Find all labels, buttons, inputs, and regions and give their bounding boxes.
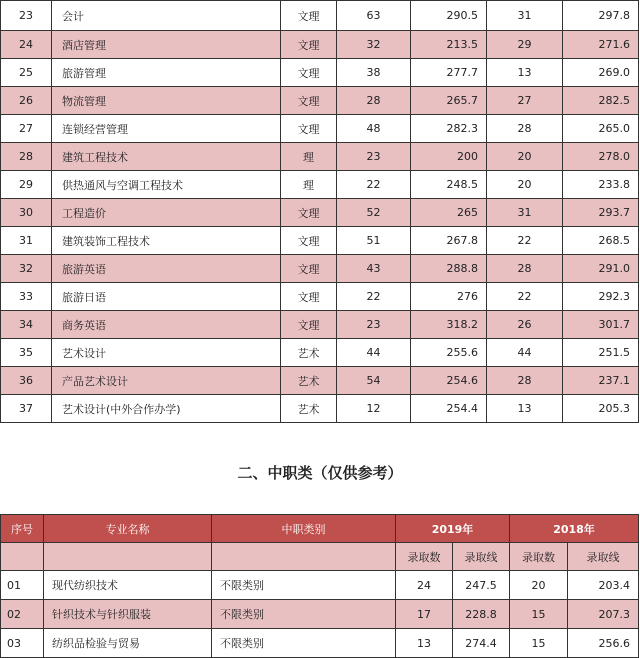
admitted-count-2019: 23 — [337, 143, 411, 171]
admitted-count-2018: 13 — [487, 59, 563, 87]
admitted-count-2018: 15 — [510, 600, 568, 629]
table-row — [1, 311, 639, 339]
subheader-count-2018: 录取数 — [510, 543, 568, 571]
major-name: 建筑装饰工程技术 — [52, 227, 281, 255]
admitted-count-2019: 48 — [337, 115, 411, 143]
subheader-empty — [1, 543, 44, 571]
cutoff-score-2018: 278.0 — [563, 143, 639, 171]
admitted-count-2018: 20 — [487, 171, 563, 199]
header-row — [1, 515, 639, 543]
admitted-count-2019: 43 — [337, 255, 411, 283]
vocational-category: 不限类别 — [212, 600, 396, 629]
major-name: 纺织品检验与贸易 — [44, 629, 212, 658]
admitted-count-2018: 15 — [510, 629, 568, 658]
major-name: 艺术设计(中外合作办学) — [52, 395, 281, 423]
cutoff-score-2019: 200 — [411, 143, 487, 171]
header-no: 序号 — [1, 515, 44, 543]
admitted-count-2019: 32 — [337, 31, 411, 59]
table-row — [1, 367, 639, 395]
row-number: 28 — [1, 143, 52, 171]
subject-category: 理 — [281, 143, 337, 171]
cutoff-score-2018: 233.8 — [563, 171, 639, 199]
subject-category: 文理 — [281, 87, 337, 115]
table-row — [1, 199, 639, 227]
header-year-2018: 2018年 — [510, 515, 639, 543]
major-name: 物流管理 — [52, 87, 281, 115]
subject-category: 艺术 — [281, 395, 337, 423]
row-number: 36 — [1, 367, 52, 395]
row-number: 24 — [1, 31, 52, 59]
row-number: 34 — [1, 311, 52, 339]
table-row — [1, 283, 639, 311]
subject-category: 艺术 — [281, 339, 337, 367]
subheader-score-2019: 录取线 — [453, 543, 510, 571]
admitted-count-2018: 22 — [487, 227, 563, 255]
table-row — [1, 227, 639, 255]
cutoff-score-2018: 291.0 — [563, 255, 639, 283]
admission-table-vocational — [0, 514, 639, 658]
table-row — [1, 255, 639, 283]
cutoff-score-2019: 265 — [411, 199, 487, 227]
cutoff-score-2019: 254.6 — [411, 367, 487, 395]
cutoff-score-2018: 297.8 — [563, 1, 639, 31]
cutoff-score-2019: 274.4 — [453, 629, 510, 658]
cutoff-score-2018: 282.5 — [563, 87, 639, 115]
cutoff-score-2019: 255.6 — [411, 339, 487, 367]
table-row — [1, 395, 639, 423]
major-name: 旅游管理 — [52, 59, 281, 87]
admitted-count-2019: 28 — [337, 87, 411, 115]
admitted-count-2019: 51 — [337, 227, 411, 255]
admitted-count-2018: 20 — [510, 571, 568, 600]
admitted-count-2018: 28 — [487, 367, 563, 395]
header-year-2019: 2019年 — [396, 515, 510, 543]
admitted-count-2018: 29 — [487, 31, 563, 59]
admitted-count-2019: 38 — [337, 59, 411, 87]
subject-category: 文理 — [281, 31, 337, 59]
row-number: 31 — [1, 227, 52, 255]
row-number: 23 — [1, 1, 52, 31]
cutoff-score-2018: 301.7 — [563, 311, 639, 339]
subject-category: 艺术 — [281, 367, 337, 395]
subheader-count-2019: 录取数 — [396, 543, 453, 571]
row-number: 27 — [1, 115, 52, 143]
major-name: 针织技术与针织服装 — [44, 600, 212, 629]
table-row — [1, 143, 639, 171]
admitted-count-2018: 31 — [487, 1, 563, 31]
cutoff-score-2018: 256.6 — [568, 629, 639, 658]
admitted-count-2018: 28 — [487, 115, 563, 143]
admitted-count-2018: 26 — [487, 311, 563, 339]
major-name: 酒店管理 — [52, 31, 281, 59]
subheader-empty — [212, 543, 396, 571]
row-number: 02 — [1, 600, 44, 629]
cutoff-score-2019: 213.5 — [411, 31, 487, 59]
admitted-count-2018: 27 — [487, 87, 563, 115]
cutoff-score-2018: 293.7 — [563, 199, 639, 227]
cutoff-score-2019: 282.3 — [411, 115, 487, 143]
row-number: 03 — [1, 629, 44, 658]
admitted-count-2019: 13 — [396, 629, 453, 658]
subheader-row — [1, 543, 639, 571]
admitted-count-2019: 12 — [337, 395, 411, 423]
cutoff-score-2019: 254.4 — [411, 395, 487, 423]
subject-category: 文理 — [281, 311, 337, 339]
admitted-count-2019: 63 — [337, 1, 411, 31]
admitted-count-2019: 52 — [337, 199, 411, 227]
major-name: 产品艺术设计 — [52, 367, 281, 395]
cutoff-score-2018: 271.6 — [563, 31, 639, 59]
admitted-count-2018: 20 — [487, 143, 563, 171]
admitted-count-2019: 17 — [396, 600, 453, 629]
admitted-count-2019: 22 — [337, 283, 411, 311]
admitted-count-2019: 24 — [396, 571, 453, 600]
admitted-count-2018: 28 — [487, 255, 563, 283]
cutoff-score-2018: 292.3 — [563, 283, 639, 311]
table-row — [1, 115, 639, 143]
subheader-empty — [44, 543, 212, 571]
table-row — [1, 629, 639, 658]
cutoff-score-2019: 248.5 — [411, 171, 487, 199]
admitted-count-2019: 22 — [337, 171, 411, 199]
subject-category: 理 — [281, 171, 337, 199]
major-name: 工程造价 — [52, 199, 281, 227]
admitted-count-2018: 22 — [487, 283, 563, 311]
admitted-count-2019: 44 — [337, 339, 411, 367]
cutoff-score-2019: 318.2 — [411, 311, 487, 339]
cutoff-score-2018: 207.3 — [568, 600, 639, 629]
row-number: 25 — [1, 59, 52, 87]
cutoff-score-2018: 237.1 — [563, 367, 639, 395]
table-row — [1, 600, 639, 629]
vocational-category: 不限类别 — [212, 629, 396, 658]
major-name: 旅游英语 — [52, 255, 281, 283]
cutoff-score-2019: 288.8 — [411, 255, 487, 283]
vocational-category: 不限类别 — [212, 571, 396, 600]
subject-category: 文理 — [281, 59, 337, 87]
major-name: 现代纺织技术 — [44, 571, 212, 600]
cutoff-score-2018: 203.4 — [568, 571, 639, 600]
subject-category: 文理 — [281, 199, 337, 227]
admitted-count-2019: 54 — [337, 367, 411, 395]
subject-category: 文理 — [281, 227, 337, 255]
cutoff-score-2019: 228.8 — [453, 600, 510, 629]
table-row — [1, 1, 639, 31]
cutoff-score-2019: 265.7 — [411, 87, 487, 115]
table-row — [1, 87, 639, 115]
cutoff-score-2019: 290.5 — [411, 1, 487, 31]
table-row — [1, 171, 639, 199]
subject-category: 文理 — [281, 283, 337, 311]
admitted-count-2018: 44 — [487, 339, 563, 367]
header-name: 专业名称 — [44, 515, 212, 543]
table-row — [1, 31, 639, 59]
major-name: 供热通风与空调工程技术 — [52, 171, 281, 199]
table-row — [1, 59, 639, 87]
subject-category: 文理 — [281, 1, 337, 31]
row-number: 01 — [1, 571, 44, 600]
cutoff-score-2019: 276 — [411, 283, 487, 311]
row-number: 30 — [1, 199, 52, 227]
cutoff-score-2019: 277.7 — [411, 59, 487, 87]
cutoff-score-2018: 265.0 — [563, 115, 639, 143]
row-number: 37 — [1, 395, 52, 423]
cutoff-score-2018: 205.3 — [563, 395, 639, 423]
table-row — [1, 339, 639, 367]
row-number: 29 — [1, 171, 52, 199]
major-name: 商务英语 — [52, 311, 281, 339]
row-number: 32 — [1, 255, 52, 283]
admitted-count-2018: 31 — [487, 199, 563, 227]
major-name: 艺术设计 — [52, 339, 281, 367]
section-title: 二、中职类（仅供参考） — [237, 464, 403, 482]
cutoff-score-2018: 268.5 — [563, 227, 639, 255]
subject-category: 文理 — [281, 115, 337, 143]
table-row — [1, 571, 639, 600]
header-category: 中职类别 — [212, 515, 396, 543]
row-number: 26 — [1, 87, 52, 115]
major-name: 建筑工程技术 — [52, 143, 281, 171]
subject-category: 文理 — [281, 255, 337, 283]
major-name: 会计 — [52, 1, 281, 31]
cutoff-score-2018: 251.5 — [563, 339, 639, 367]
cutoff-score-2019: 267.8 — [411, 227, 487, 255]
cutoff-score-2018: 269.0 — [563, 59, 639, 87]
row-number: 33 — [1, 283, 52, 311]
admitted-count-2019: 23 — [337, 311, 411, 339]
subheader-score-2018: 录取线 — [568, 543, 639, 571]
major-name: 旅游日语 — [52, 283, 281, 311]
admitted-count-2018: 13 — [487, 395, 563, 423]
row-number: 35 — [1, 339, 52, 367]
major-name: 连锁经营管理 — [52, 115, 281, 143]
cutoff-score-2019: 247.5 — [453, 571, 510, 600]
